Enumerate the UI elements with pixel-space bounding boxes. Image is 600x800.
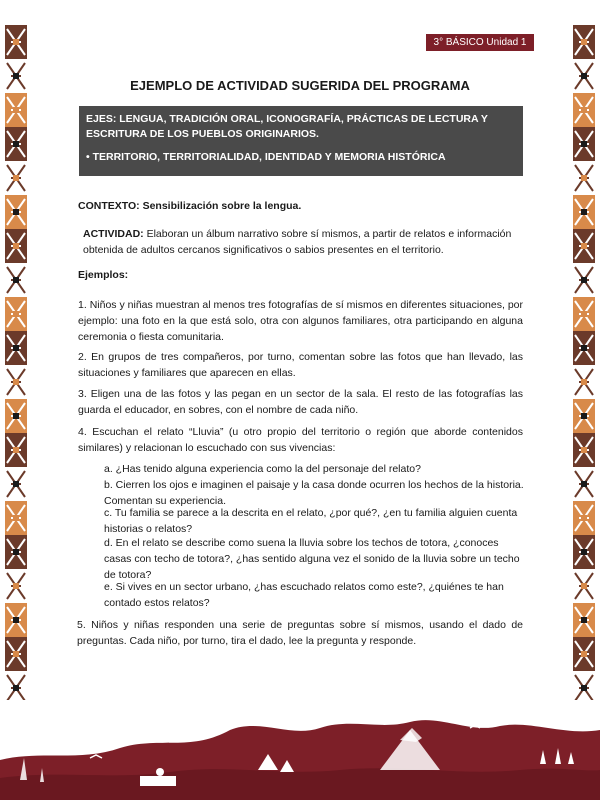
actividad-paragraph	[83, 226, 523, 258]
item-3: 3. Eligen una de las fotos y las pegan en un sector de la sala. El resto de las fotografías las guarda el educador, en sobres, con el nombre de cada niño.	[78, 388, 523, 416]
right-decorative-border	[573, 25, 595, 720]
subitem-b: b. Cierren los ojos e imaginen el paisaje y la casa donde ocurren los hechos de la historia. Comentan su experiencia.	[104, 479, 524, 507]
unit-tab: 3° BÁSICO Unidad 1	[426, 34, 534, 51]
actividad-label: ACTIVIDAD:	[83, 228, 144, 240]
ejes-line-1: EJES: LENGUA, TRADICIÓN ORAL, ICONOGRAFÍA, PRÁCTICAS DE LECTURA Y ESCRITURA DE LOS PUEBLOS ORIGINARIOS.	[86, 113, 488, 140]
item-2: 2. En grupos de tres compañeros, por turno, comentan sobre las fotos que han llevado, las situaciones y familiares que aparecen en ellas.	[78, 351, 523, 379]
contexto-label: CONTEXTO:	[78, 200, 140, 212]
subitem-e: e. Si vives en un sector urbano, ¿has escuchado relatos como este?, ¿quiénes te han contado estos relatos?	[104, 581, 504, 609]
ejes-box	[79, 106, 523, 176]
left-decorative-border	[5, 25, 27, 720]
landscape-silhouette-icon	[0, 700, 600, 800]
geometric-pattern-icon	[573, 25, 595, 720]
subitem-d: d. En el relato se describe como suena la lluvia sobre los techos de totora, ¿conoces casas con techo de totora?, ¿has sentido alguna vez el sonido de la lluvia sobre un techo de totora?	[104, 537, 520, 581]
item-1: 1. Niños y niñas muestran al menos tres fotografías de sí mismos en diferentes situaciones, por ejemplo: una foto en la que está solo, otra con algunos familiares, otra participando en alguna ceremonia o fiesta comunitaria.	[78, 299, 523, 343]
ejemplos-heading: Ejemplos:	[78, 269, 129, 281]
contexto-line	[78, 198, 523, 214]
geometric-pattern-icon	[5, 25, 27, 720]
item-5: 5. Niños y niñas responden una serie de preguntas sobre sí mismos, usando el dado de preguntas. Cada niño, por turno, tira el dado, lee la pregunta y responde.	[77, 619, 523, 647]
page-title: EJEMPLO DE ACTIVIDAD SUGERIDA DEL PROGRAMA	[130, 78, 470, 93]
subitem-c: c. Tu familia se parece a la descrita en el relato, ¿por qué?, ¿en tu familia alguien cuenta historias o relatos?	[104, 507, 518, 535]
subitem-a: a. ¿Has tenido alguna experiencia como la del personaje del relato?	[104, 463, 421, 475]
contexto-text: Sensibilización sobre la lengua.	[142, 200, 302, 212]
item-4: 4. Escuchan el relato “Lluvia” (u otro propio del territorio o región que aborde contenidos similares) y relacionan lo escuchado con sus vivencias:	[78, 426, 523, 454]
ejes-line-2: • TERRITORIO, TERRITORIALIDAD, IDENTIDAD Y MEMORIA HISTÓRICA	[86, 151, 446, 163]
actividad-text: Elaboran un álbum narrativo sobre sí mismos, a partir de relatos e información obtenida de adultos cercanos significativos o sabios presentes en el territorio.	[83, 228, 512, 256]
